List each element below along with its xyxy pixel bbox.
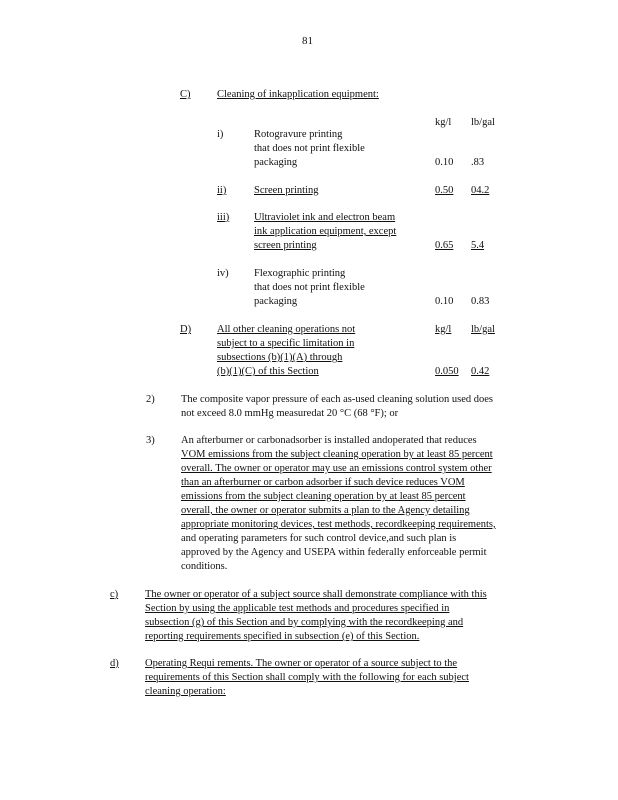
section-d-kg: 0.050 — [435, 366, 459, 377]
item-3-underlined: VOM emissions from the subject cleaning operation by at least 85 percent overall. The owner or operator may use an emissions control system other than an afterburner or carbon adsorber if such device reduces VOM emissions from the subject cleaning operation by at least 85 percent overall, the owner or operator submits a plan to the Agency detailing appropriate monitoring devices, test methods, recordkeeping requirements, — [181, 449, 496, 530]
item-iv-marker: iv) — [217, 268, 229, 279]
item-ii-kg: 0.50 — [435, 185, 454, 196]
item-iii-marker: iii) — [217, 212, 230, 223]
page-number: 81 — [302, 35, 313, 47]
item-ii-lb: 04.2 — [471, 185, 490, 196]
para-d-marker: d) — [110, 658, 119, 669]
section-d-text: All other cleaning operations not subject to a specific limitation in subsections (b)(1)(A) through (b)(1)(C) of this Section — [217, 324, 356, 377]
section-c-unit-kg: kg/l — [435, 117, 452, 128]
item-iii-kg: 0.65 — [435, 240, 454, 251]
para-c-marker: c) — [110, 589, 119, 600]
section-d-unit-lb: lb/gal — [471, 324, 495, 335]
item-i-marker: i) — [217, 129, 224, 140]
section-d-lb: 0.42 — [471, 366, 490, 377]
item-iv-lb: 0.83 — [471, 296, 490, 307]
item-i-text: Rotogravure printing that does not print flexible packaging — [254, 129, 365, 168]
section-d-unit-kg: kg/l — [435, 324, 452, 335]
item-3-marker: 3) — [146, 435, 155, 446]
item-iii-lb: 5.4 — [471, 240, 485, 251]
item-2-marker: 2) — [146, 394, 155, 405]
item-iii-text: Ultraviolet ink and electron beam ink application equipment, except screen printing — [254, 212, 397, 251]
item-ii-marker: ii) — [217, 185, 227, 196]
section-d-marker: D) — [180, 324, 192, 335]
para-c-text: The owner or operator of a subject source shall demonstrate compliance with this Section by using the applicable test methods and procedures specified in subsection (g) of this Section and by complying with the recordkeeping and reporting requirements specified in subsection (e) of this Section. — [145, 589, 487, 642]
item-3-line1: An afterburner or carbonadsorber is installed andoperated that reduces — [181, 435, 477, 446]
section-c-heading: Cleaning of inkapplication equipment: — [217, 89, 379, 100]
section-c-unit-lb: lb/gal — [471, 117, 495, 128]
item-i-kg: 0.10 — [435, 157, 454, 168]
section-c-marker: C) — [180, 89, 191, 100]
item-ii-text: Screen printing — [254, 185, 319, 196]
item-i-lb: .83 — [471, 157, 485, 168]
para-d-text: Operating Requi rements. The owner or operator of a source subject to the requirements of this Section shall comply with the following for each subject cleaning operation: — [145, 658, 469, 697]
item-3-rest: and operating parameters for such control device,and such plan is approved by the Agency and USEPA within federally enforceable permit conditions. — [181, 533, 487, 572]
item-2-text: The composite vapor pressure of each as-used cleaning solution used does not exceed 8.0 mmHg measuredat 20 °C (68 °F); or — [181, 394, 493, 419]
item-iv-text: Flexographic printing that does not print flexible packaging — [254, 268, 365, 307]
item-iv-kg: 0.10 — [435, 296, 454, 307]
